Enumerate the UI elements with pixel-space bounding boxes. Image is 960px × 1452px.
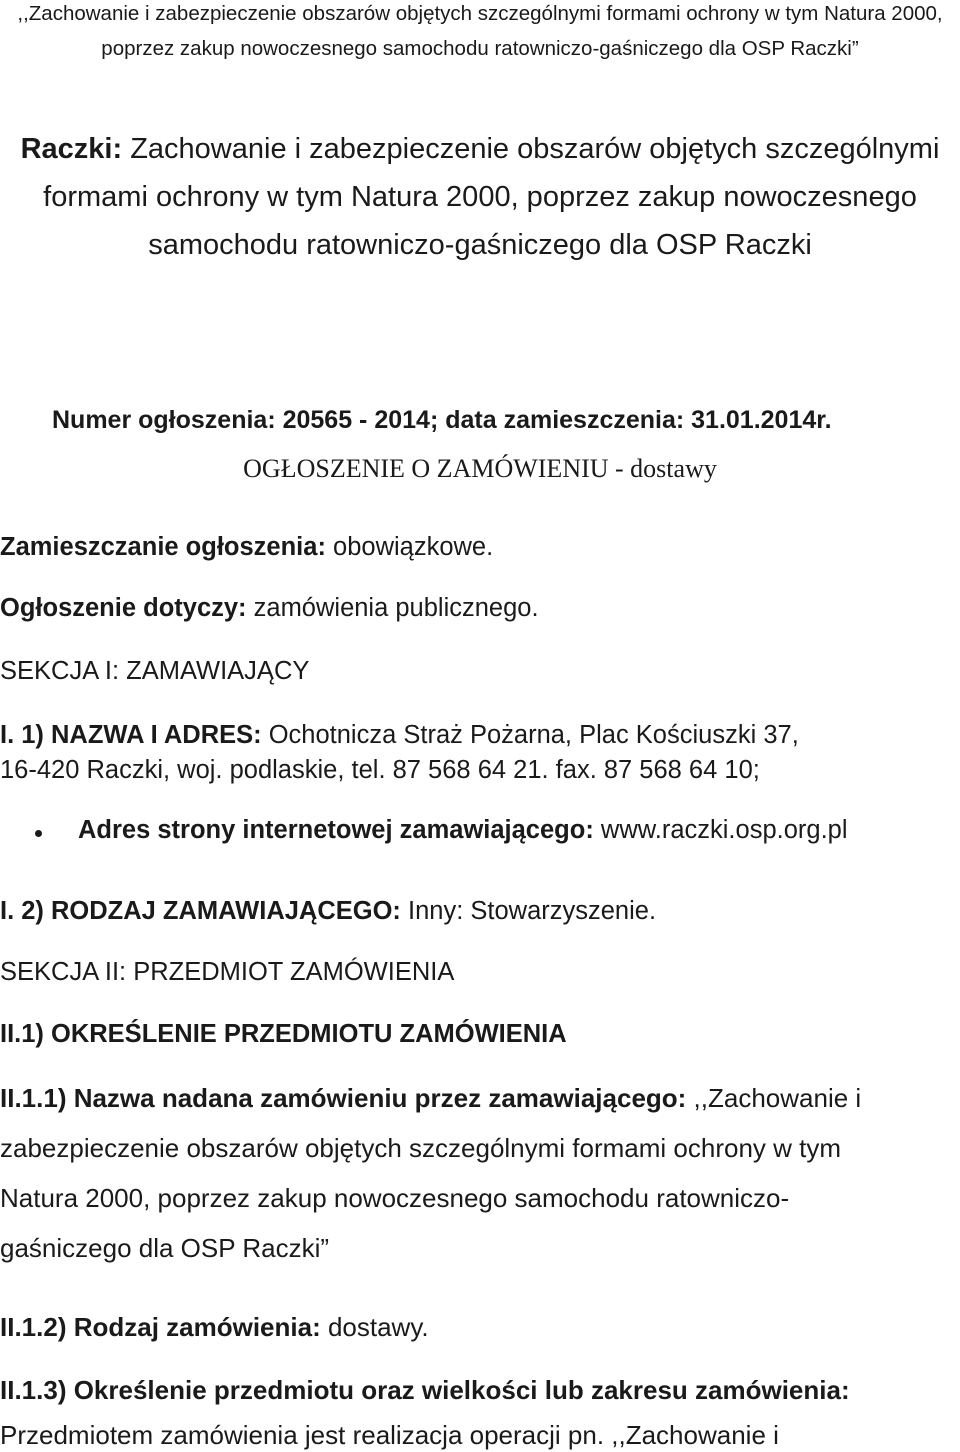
document-title-line-1 <box>0 133 960 166</box>
contracting-type-value: Inny: Stowarzyszenie. <box>400 897 657 925</box>
contracting-type-label: I. 2) RODZAJ ZAMAWIAJĄCEGO: <box>0 897 401 925</box>
order-name-label: II.1.1) Nazwa nadana zamówieniu przez zamawiającego: <box>0 1083 687 1113</box>
website-label: Adres strony internetowej zamawiającego: <box>78 816 594 844</box>
section-1-heading: SEKCJA I: ZAMAWIAJĄCY <box>0 657 310 685</box>
order-kind-label: II.1.2) Rodzaj zamówienia: <box>0 1312 321 1342</box>
section-1-name-line <box>0 721 799 750</box>
section-2-heading: SEKCJA II: PRZEDMIOT ZAMÓWIENIA <box>0 958 455 986</box>
placement-value: obowiązkowe. <box>325 533 494 561</box>
placement-label: Zamieszczanie ogłoszenia: <box>0 533 326 561</box>
section-1-name-value-line-2: 16-420 Raczki, woj. podlaskie, tel. 87 568 64 21. fax. 87 568 64 10; <box>0 756 760 784</box>
order-scope-label: II.1.3) Określenie przedmiotu oraz wielkości lub zakresu zamówienia: <box>0 1375 850 1405</box>
website-value: www.raczki.osp.org.pl <box>593 816 848 844</box>
concerns-value: zamówienia publicznego. <box>246 594 539 622</box>
contracting-type-line <box>0 897 656 926</box>
order-kind-line <box>0 1312 429 1343</box>
order-name-line-4: gaśniczego dla OSP Raczki” <box>0 1233 330 1263</box>
header-line-2: poprzez zakup nowoczesnego samochodu ratowniczo-gaśniczego dla OSP Raczki” <box>101 37 859 60</box>
title-line-1-rest: Zachowanie i zabezpieczenie obszarów objętych szczególnymi <box>122 133 940 165</box>
document-title-line-2: formami ochrony w tym Natura 2000, poprzez zakup nowoczesnego <box>43 181 917 213</box>
title-bold-prefix: Raczki: <box>20 133 123 165</box>
header-line-1: ,,Zachowanie i zabezpieczenie obszarów objętych szczególnymi formami ochrony w tym Natura 2000, <box>17 2 943 25</box>
section-1-name-label: I. 1) NAZWA I ADRES: <box>0 721 262 749</box>
announcement-number-line: Numer ogłoszenia: 20565 - 2014; data zamieszczenia: 31.01.2014r. <box>52 406 832 434</box>
section-2-subheading: II.1) OKREŚLENIE PRZEDMIOTU ZAMÓWIENIA <box>0 1020 567 1048</box>
order-name-line-3: Natura 2000, poprzez zakup nowoczesnego samochodu ratowniczo- <box>0 1183 790 1213</box>
order-scope-value-line: Przedmiotem zamówienia jest realizacja operacji pn. ,,Zachowanie i <box>0 1420 779 1450</box>
announcement-type: OGŁOSZENIE O ZAMÓWIENIU - dostawy <box>243 454 717 483</box>
order-name-value-1: ,,Zachowanie i <box>686 1083 862 1113</box>
website-line <box>78 816 848 845</box>
concerns-line <box>0 594 539 623</box>
section-1-name-value: Ochotnicza Straż Pożarna, Plac Kościuszki 37, <box>261 721 799 749</box>
document-title-line-3: samochodu ratowniczo-gaśniczego dla OSP Raczki <box>148 229 812 261</box>
order-name-line-1 <box>0 1083 861 1114</box>
placement-line <box>0 533 493 562</box>
concerns-label: Ogłoszenie dotyczy: <box>0 594 247 622</box>
order-kind-value: dostawy. <box>320 1312 429 1342</box>
order-scope-label-line <box>0 1375 850 1406</box>
order-name-line-2: zabezpieczenie obszarów objętych szczególnymi formami ochrony w tym <box>0 1133 842 1163</box>
bullet-icon <box>35 830 42 837</box>
